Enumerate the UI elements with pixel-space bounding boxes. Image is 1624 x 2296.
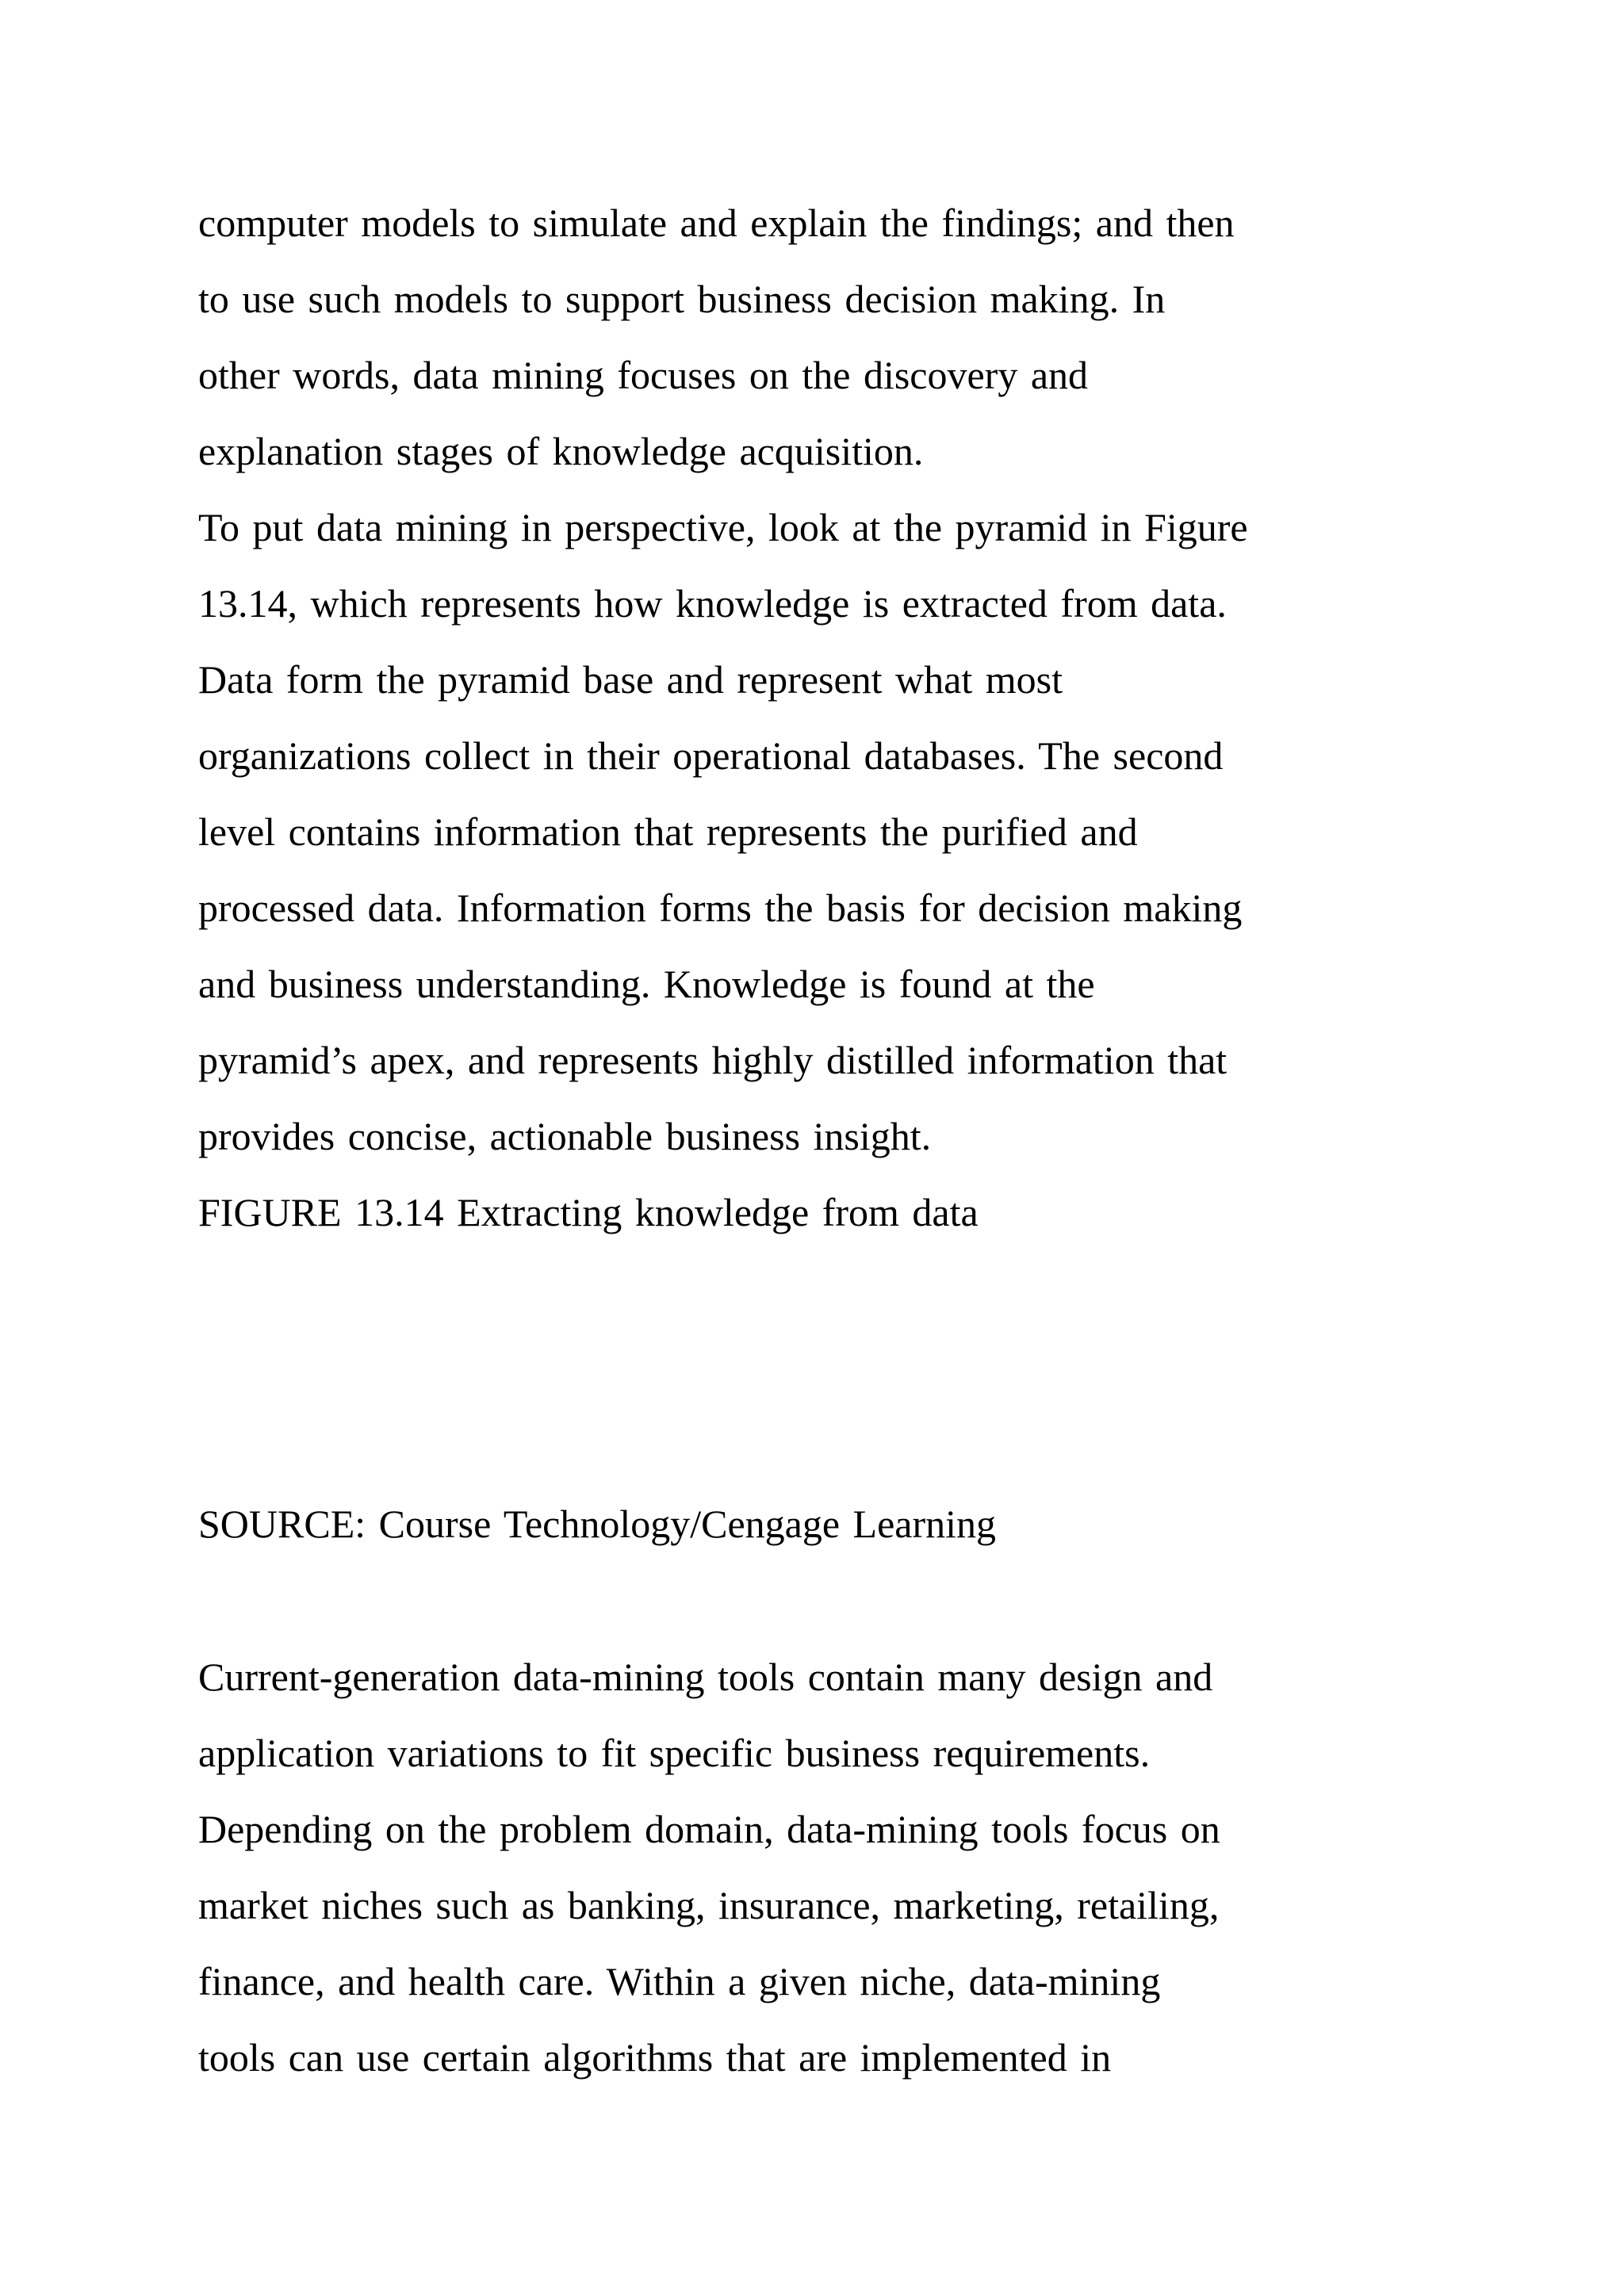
paragraph2-line-4: organizations collect in their operational databases. The second bbox=[198, 733, 1224, 778]
paragraph3-line-1: Current-generation data-mining tools contain many design and bbox=[198, 1655, 1213, 1699]
paragraph1-line-4: explanation stages of knowledge acquisition. bbox=[198, 429, 924, 473]
paragraph1-line-3: other words, data mining focuses on the discovery and bbox=[198, 353, 1089, 397]
paragraph2-line-2: 13.14, which represents how knowledge is extracted from data. bbox=[198, 581, 1227, 626]
paragraph2-line-9: provides concise, actionable business insight. bbox=[198, 1114, 932, 1158]
paragraph2-line-7: and business understanding. Knowledge is found at the bbox=[198, 962, 1095, 1006]
paragraph2-line-6: processed data. Information forms the basis for decision making bbox=[198, 886, 1243, 930]
paragraph2-line-8: pyramid’s apex, and represents highly distilled information that bbox=[198, 1038, 1228, 1082]
source-line: SOURCE: Course Technology/Cengage Learning bbox=[198, 1502, 997, 1546]
paragraph3-line-5: finance, and health care. Within a given niche, data-mining bbox=[198, 1959, 1161, 2003]
paragraph3-line-6: tools can use certain algorithms that are implemented in bbox=[198, 2035, 1112, 2080]
paragraph3-line-3: Depending on the problem domain, data-mining tools focus on bbox=[198, 1807, 1220, 1851]
paragraph2-line-3: Data form the pyramid base and represent what most bbox=[198, 657, 1063, 702]
paragraph1-line-2: to use such models to support business decision making. In bbox=[198, 277, 1166, 321]
paragraph2-line-1: To put data mining in perspective, look at the pyramid in Figure bbox=[198, 505, 1248, 549]
paragraph3-line-4: market niches such as banking, insurance, marketing, retailing, bbox=[198, 1883, 1220, 1927]
paragraph3-line-2: application variations to fit specific business requirements. bbox=[198, 1731, 1151, 1775]
paragraph2-line-5: level contains information that represents the purified and bbox=[198, 809, 1138, 854]
paragraph1-line-1: computer models to simulate and explain the findings; and then bbox=[198, 201, 1235, 245]
figure-caption: FIGURE 13.14 Extracting knowledge from data bbox=[198, 1190, 979, 1234]
